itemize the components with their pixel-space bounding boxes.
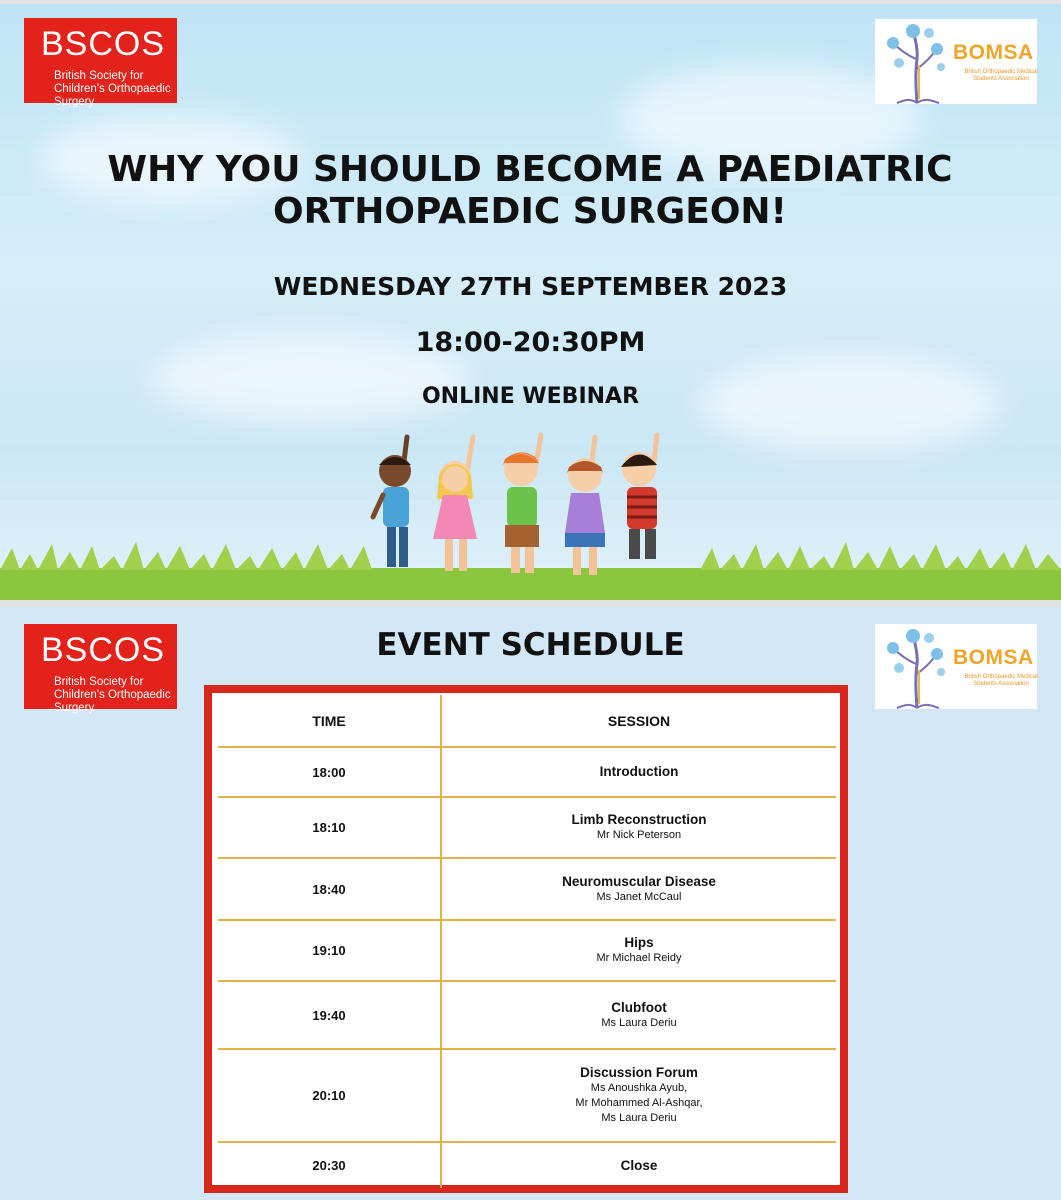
schedule-table-frame — [204, 685, 848, 1193]
bomsa-logo-name: BOMSA — [953, 646, 1034, 669]
event-time: 18:00-20:30PM — [415, 327, 646, 358]
row-time: 19:10 — [218, 920, 441, 981]
bscos-logo-name: BSCOS — [41, 25, 166, 63]
row-time: 18:10 — [218, 797, 441, 858]
row-session — [441, 920, 836, 981]
table-row — [218, 1142, 836, 1188]
session-name: Neuromuscular Disease — [562, 873, 716, 889]
session-name: Limb Reconstruction — [571, 812, 707, 827]
bscos-logo-name: BSCOS — [41, 631, 166, 669]
bscos-logo-subtitle: British Society for Children's Orthopaedic Surgery — [54, 70, 171, 108]
schedule-slide — [0, 607, 1061, 1200]
row-session — [441, 747, 836, 797]
event-date: WEDNESDAY 27TH SEPTEMBER 2023 — [273, 272, 788, 301]
slide-divider — [0, 600, 1061, 607]
session-name: Clubfoot — [611, 999, 667, 1015]
session-name: Close — [620, 1157, 658, 1173]
schedule-title: EVENT SCHEDULE — [376, 627, 685, 663]
session-header: SESSION — [441, 695, 836, 747]
session-speaker: Ms Anoushka Ayub, — [590, 1082, 688, 1094]
table-row — [218, 981, 836, 1049]
row-session — [441, 981, 836, 1049]
bscos-logo-subtitle: British Society for Children's Orthopaedic Surgery — [54, 676, 171, 714]
session-speaker: Mr Nick Peterson — [596, 829, 682, 841]
time-header: TIME — [218, 695, 441, 747]
session-speaker: Ms Laura Deriu — [601, 1016, 677, 1029]
session-speaker: Ms Laura Deriu — [601, 1112, 677, 1124]
session-name: Discussion Forum — [580, 1065, 698, 1080]
table-row — [218, 747, 836, 797]
session-speaker: Mr Mohammed Al-Ashqar, — [575, 1097, 703, 1109]
bomsa-logo-name: BOMSA — [953, 41, 1034, 64]
schedule-table — [218, 695, 836, 1188]
session-speaker: Mr Michael Reidy — [596, 952, 682, 964]
row-session — [441, 797, 836, 858]
bomsa-logo — [875, 19, 1037, 104]
row-session — [441, 1142, 836, 1188]
session-name: Hips — [624, 935, 654, 950]
row-session — [441, 858, 836, 920]
table-header-row — [218, 695, 836, 747]
row-time: 18:00 — [218, 747, 441, 797]
row-time: 20:30 — [218, 1142, 441, 1188]
event-title — [60, 149, 1000, 233]
tree-icon — [879, 19, 951, 104]
event-title-line2: ORTHOPAEDIC SURGEON! — [273, 191, 787, 232]
row-session — [441, 1049, 836, 1142]
session-name: Introduction — [599, 764, 679, 779]
event-format: ONLINE WEBINAR — [421, 384, 640, 409]
bscos-logo — [24, 18, 177, 108]
row-time: 19:40 — [218, 981, 441, 1049]
bomsa-logo-subtitle: British Orthopaedic Medical Students Association — [964, 69, 1038, 82]
bomsa-logo-subtitle: British Orthopaedic Medical Students Association — [964, 674, 1038, 687]
row-time: 20:10 — [218, 1049, 441, 1142]
children-stretching-illustration — [355, 429, 705, 589]
table-row — [218, 920, 836, 981]
table-row — [218, 858, 836, 920]
table-row — [218, 797, 836, 858]
event-title-line1: WHY YOU SHOULD BECOME A PAEDIATRIC — [107, 149, 953, 190]
row-time: 18:40 — [218, 858, 441, 920]
session-speaker: Ms Janet McCaul — [596, 890, 682, 903]
table-row — [218, 1049, 836, 1142]
